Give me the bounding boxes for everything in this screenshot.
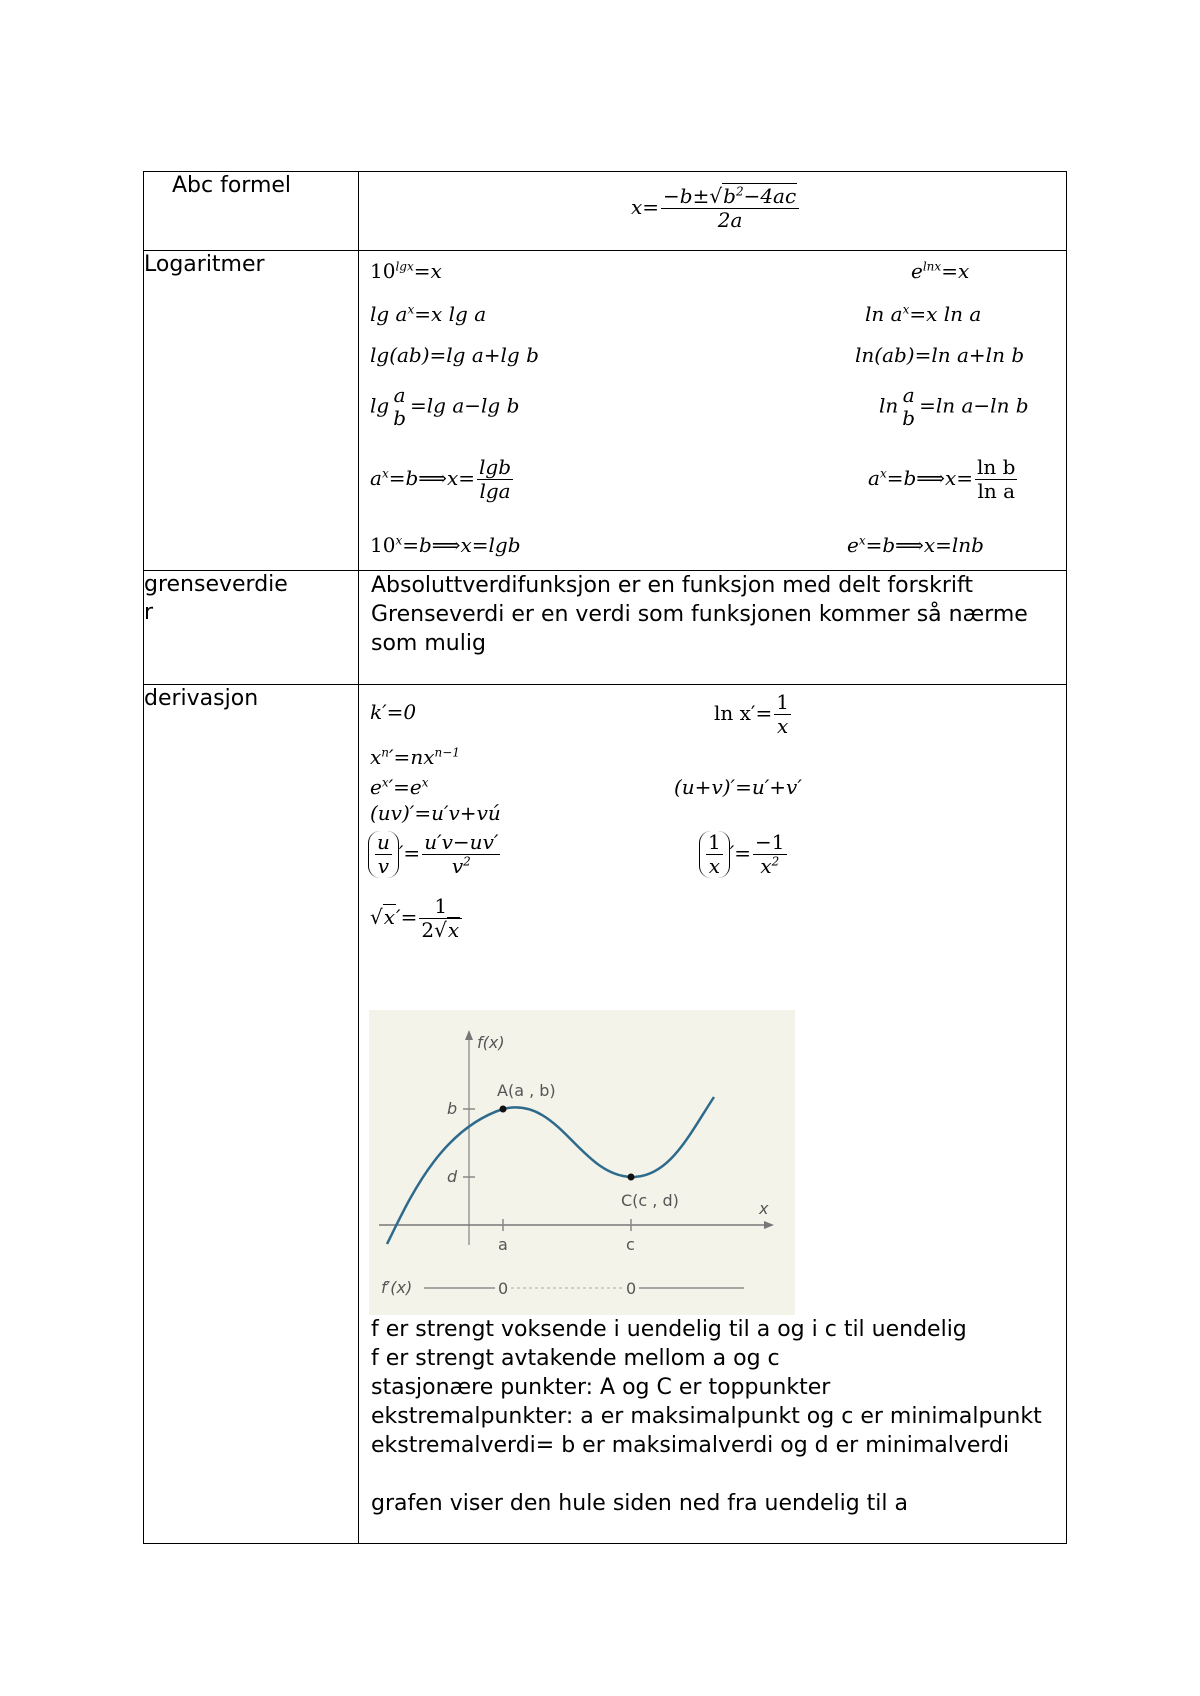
deriv-ex-exp2: x [421,775,429,790]
deriv-inv [699,831,789,878]
log-r6-exp: x [858,533,866,548]
log-r5-a: a [868,466,880,490]
log-r5-den: ln a [977,479,1015,503]
label-abc: Abc formel [144,172,359,251]
abc-num-pre: −b± [663,184,710,208]
log-l2-rest: =x lg a [414,302,487,326]
log-r2-rest: =x ln a [909,302,982,326]
point-a-label: A(a , b) [497,1081,556,1100]
log-l5-a: a [370,466,382,490]
note-line: ekstremalpunkter: a er maksimalpunkt og c er minimalpunkt [371,1404,1042,1429]
log-r2 [865,304,981,324]
note-line: grafen viser den hule siden ned fra uendelig til a [371,1491,908,1516]
log-l2-pre: lg a [370,302,408,326]
log-l1 [370,261,442,281]
log-r4-num: a [902,383,915,407]
deriv-quot [368,831,502,878]
deriv-quot-num-in: u [377,830,390,854]
log-l5-den: lga [479,479,511,503]
content-abc [359,172,1067,251]
tick-a-label: a [498,1235,508,1254]
note-line: f er strengt avtakende mellom a og c [371,1346,780,1371]
deriv-sqrt-den-rad: x [447,918,460,942]
function-curve [387,1097,714,1244]
log-l4-pre: lg [370,393,390,418]
log-l6-rest: =b⟹x=lgb [402,533,521,557]
function-graph [369,1010,795,1315]
log-r6 [847,535,984,555]
deriv-quot-den: v [451,854,464,878]
deriv-ex [370,777,429,797]
deriv-sqrt-x: x [383,905,396,929]
abc-num-rad-post: −4ac [743,184,797,208]
label-log: Logaritmer [144,251,359,571]
deriv-sum: (u+v)′=u′+v′ [674,775,802,799]
grense-line-1: Absoluttverdifunksjon er en funksjon med delt forskrift [371,573,974,598]
content-grense [359,571,1067,685]
deriv-xn-exp: n [381,745,390,760]
function-graph-svg [369,1010,795,1315]
log-r5 [868,456,1019,503]
notes-block [371,1315,1060,1518]
note-line: ekstremalverdi= b er maksimalverdi og d er minimalverdi [371,1433,1010,1458]
deriv-xn-exp2: n−1 [434,745,460,760]
deriv-quot-mid: ′= [398,841,421,865]
note-line: f er strengt voksende i uendelig til a og i c til uendelig [371,1317,967,1342]
log-l4 [370,384,519,430]
point-c-label: C(c , d) [621,1191,679,1210]
tick-b-label: b [447,1099,458,1118]
abc-lhs: x= [631,195,660,219]
log-l1-base: 10 [370,259,396,283]
log-l5 [370,456,515,503]
log-r2-exp: x [902,302,910,317]
deriv-inv-mid: ′= [729,841,752,865]
log-l6-a: 10 [370,533,396,557]
abc-num-rad-exp: 2 [735,184,744,199]
deriv-prod: (uv)′=u′v+vú [370,801,501,825]
zero-a-label: 0 [498,1279,509,1298]
row-abc [144,172,1067,251]
log-l1-exp: lgx [395,259,414,274]
log-r2-pre: ln a [865,302,903,326]
log-l5-mid: =b⟹x= [388,466,475,490]
log-l4-rest: =lg a−lg b [410,393,520,418]
label-deriv: derivasjon [144,685,359,1544]
log-l6-exp: x [395,533,403,548]
deriv-sqrt-den-pre: 2 [421,918,435,942]
deriv-row-label: f′(x) [381,1278,413,1297]
content-log [359,251,1067,571]
deriv-sqrt-num: 1 [419,895,462,919]
y-axis-arrow [465,1030,473,1040]
abc-formula: x= $\frac{-b\pm√b^2-4ac}{2a}$ [631,185,801,232]
deriv-ln [714,691,793,738]
log-l5-num: lgb [479,455,512,479]
deriv-ln-lhs: ln x′= [714,701,773,725]
deriv-k: k′=0 [370,700,417,724]
note-line: stasjonære punkter: A og C er toppunkter [371,1375,831,1400]
log-r1-base: e [911,259,923,283]
deriv-quot-num: u′v−uv′ [424,830,499,854]
log-l5-exp: x [381,466,389,481]
deriv-ex-base: e [370,775,382,799]
deriv-xn-mid: ′=nx [389,745,435,769]
x-axis-arrow [764,1221,774,1229]
log-r1 [911,261,969,281]
deriv-ex-mid: ′=e [388,775,422,799]
log-l1-rest: =x [413,259,442,283]
log-r4-pre: ln [879,393,899,418]
deriv-inv-num-in: 1 [708,830,721,854]
row-deriv [144,685,1067,1544]
deriv-inv-num: −1 [755,830,785,854]
log-r4-rest: =ln a−ln b [919,393,1029,418]
abc-den: 2a [717,208,743,232]
y-axis-label: f(x) [477,1033,505,1052]
log-l6 [370,535,521,555]
deriv-sqrt: √x′= $\frac{1}{2√x}$ [370,895,464,942]
deriv-xn-base: x [370,745,382,769]
label-grense: grenseverdie r [144,571,359,685]
deriv-inv-den-in: x [708,854,720,878]
log-r5-exp: x [879,466,887,481]
log-l4-den: b [393,406,407,430]
log-r5-num: ln b [977,455,1016,479]
deriv-quot-den-in: v [377,854,390,878]
point-c-dot [628,1174,635,1181]
deriv-ex-exp: x [381,775,389,790]
log-l4-num: a [393,383,406,407]
log-l2-exp: x [407,302,415,317]
content-deriv [359,685,1067,1544]
x-axis-label: x [759,1199,769,1218]
log-r6-rest: =b⟹x=lnb [865,533,984,557]
formula-sheet-table [143,171,1067,1544]
tick-c-label: c [626,1235,635,1254]
row-grense [144,571,1067,685]
deriv-inv-den-exp: 2 [771,854,780,869]
row-log [144,251,1067,571]
deriv-ln-den: x [776,714,789,738]
tick-d-label: d [447,1167,458,1186]
log-r1-rest: =x [941,259,970,283]
zero-c-label: 0 [626,1279,637,1298]
deriv-sqrt-mid: ′= [396,905,418,929]
point-a-dot [500,1106,507,1113]
log-r1-exp: lnx [922,259,942,274]
deriv-inv-den: x [760,854,772,878]
log-r6-a: e [847,533,859,557]
log-l2 [370,304,486,324]
log-l3: lg(ab)=lg a+lg b [370,343,539,367]
log-r3: ln(ab)=ln a+ln b [855,343,1025,367]
grense-line-2: Grenseverdi er en verdi som funksjonen kommer så nærme som mulig [371,602,1028,656]
deriv-xn [370,747,460,767]
deriv-ln-num: 1 [776,690,789,714]
log-r4 [879,384,1029,430]
deriv-quot-den-exp: 2 [463,854,471,869]
abc-num-rad: b [723,184,736,208]
log-r5-mid: =b⟹x= [886,466,973,490]
log-r4-den: b [902,406,916,430]
note-line-blank [371,1460,1060,1489]
